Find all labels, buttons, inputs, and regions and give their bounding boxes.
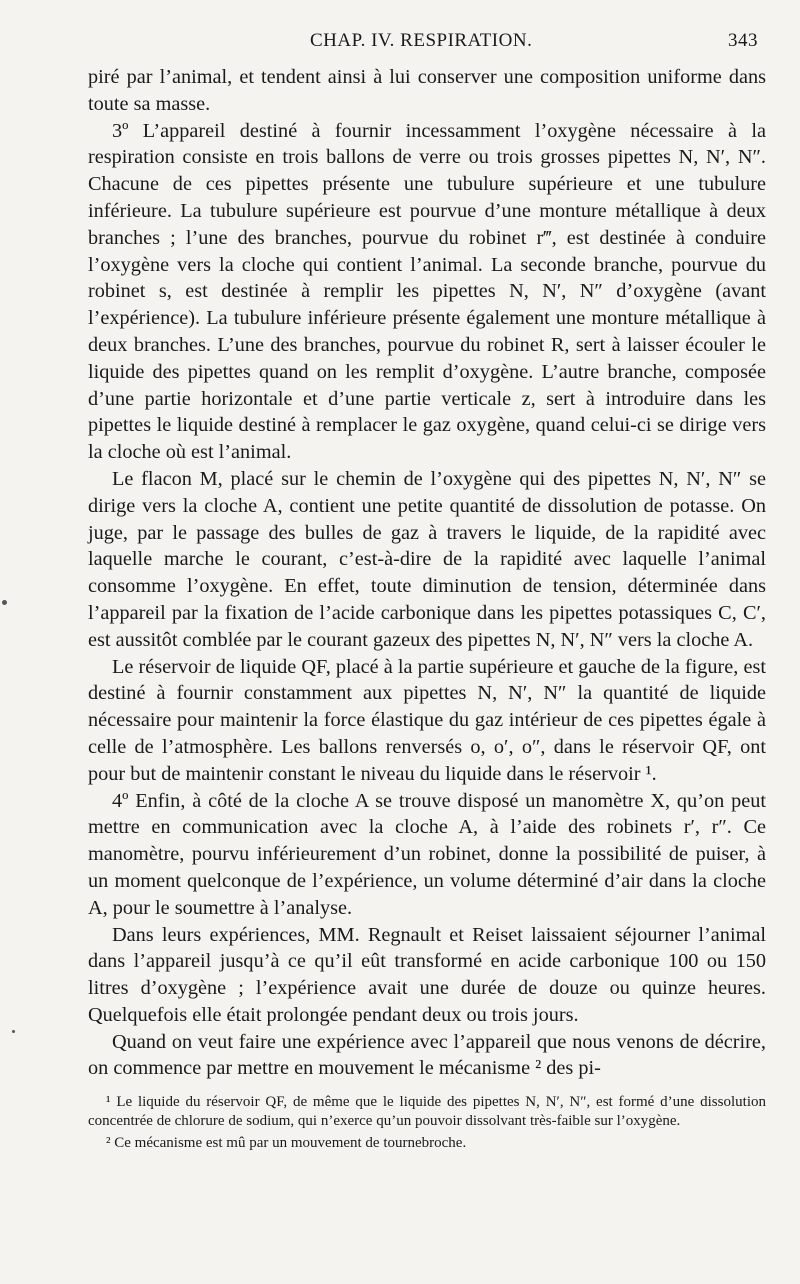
paragraph: 3º L’appareil destiné à fournir incessamment l’oxygène nécessaire à la respiration consiste en trois ballons de verre ou trois grosses pipettes N, N′, N″. Chacune de ces pipettes présente une tubulure supérieure et une tubulure inférieure. La tubulure supérieure est pourvue d’une monture métallique à deux branches ; l’une des branches, pourvue du robinet r‴, est destinée à conduire l’oxygène vers la cloche qui contient l’animal. La seconde branche, pourvue du robinet s, est destinée à remplir les pipettes N, N′, N″ d’oxygène (avant l’expérience). La tubulure inférieure présente également une monture métallique à deux branches. L’une des branches, pourvue du robinet R, sert à laisser écouler le liquide des pipettes quand on les remplit d’oxygène. L’autre branche, composée d’une partie horizontale et d’une partie verticale z, sert à introduire dans les pipettes le liquide destiné à remplacer le gaz oxygène, quand celui-ci se dirige vers la cloche où est l’animal. [88, 119, 766, 464]
footnote: ² Ce mécanisme est mû par un mouvement de tournebroche. [106, 1135, 467, 1152]
paragraph: Le réservoir de liquide QF, placé à la partie supérieure et gauche de la figure, est destiné à fournir constamment aux pipettes N, N′, N″ la quantité de liquide nécessaire pour maintenir la force élastique du gaz intérieur de ces pipettes égale à celle de l’atmosphère. Les ballons renversés o, o′, o″, dans le réservoir QF, ont pour but de maintenir constant le niveau du liquide dans le réservoir ¹. [88, 655, 766, 785]
book-page [88, 28, 766, 1153]
margin-mark [2, 600, 7, 605]
margin-mark [12, 1030, 15, 1033]
paragraph: Quand on veut faire une expérience avec l’appareil que nous venons de décrire, on commence par mettre en mouvement le mécanisme ² des pi- [88, 1030, 766, 1080]
footnotes [88, 1093, 766, 1153]
paragraph: 4º Enfin, à côté de la cloche A se trouve disposé un manomètre X, qu’on peut mettre en communication avec la cloche A, à l’aide des robinets r′, r″. Ce manomètre, pourvu inférieurement d’un robinet, donne la possibilité de puiser, à un moment quelconque de l’expérience, un volume déterminé d’air dans la cloche A, pour le soumettre à l’analyse. [88, 789, 766, 919]
footnote: ¹ Le liquide du réservoir QF, de même que le liquide des pipettes N, N′, N″, est formé d’une dissolution concentrée de chlorure de sodium, qui n’exerce qu’un pouvoir dissolvant très-faible sur l’oxygène. [88, 1094, 766, 1130]
paragraph: piré par l’animal, et tendent ainsi à lui conserver une composition uniforme dans toute sa masse. [88, 66, 766, 115]
page-number: 343 [728, 30, 758, 51]
body-text [88, 64, 766, 1082]
paragraph: Dans leurs expériences, MM. Regnault et Reiset laissaient séjourner l’animal dans l’appareil jusqu’à ce qu’il eût transformé en acide carbonique 100 ou 150 litres d’oxygène ; l’expérience avait une durée de douze ou quinze heures. Quelquefois elle était prolongée pendant deux ou trois jours. [88, 923, 766, 1026]
running-header [88, 28, 766, 58]
paragraph: Le flacon M, placé sur le chemin de l’oxygène qui des pipettes N, N′, N″ se dirige vers la cloche A, contient une petite quantité de dissolution de potasse. On juge, par le passage des bulles de gaz à travers le liquide, de la rapidité avec laquelle marche le courant, c’est-à-dire de la rapidité avec laquelle l’animal consomme l’oxygène. En effet, toute diminution de tension, déterminée dans l’appareil par la fixation de l’acide carbonique dans les pipettes potassiques C, C′, est aussitôt comblée par le courant gazeux des pipettes N, N′, N″ vers la cloche A. [88, 467, 766, 651]
footnote-separator [88, 1084, 766, 1085]
chapter-title: CHAP. IV. RESPIRATION. [310, 30, 533, 51]
